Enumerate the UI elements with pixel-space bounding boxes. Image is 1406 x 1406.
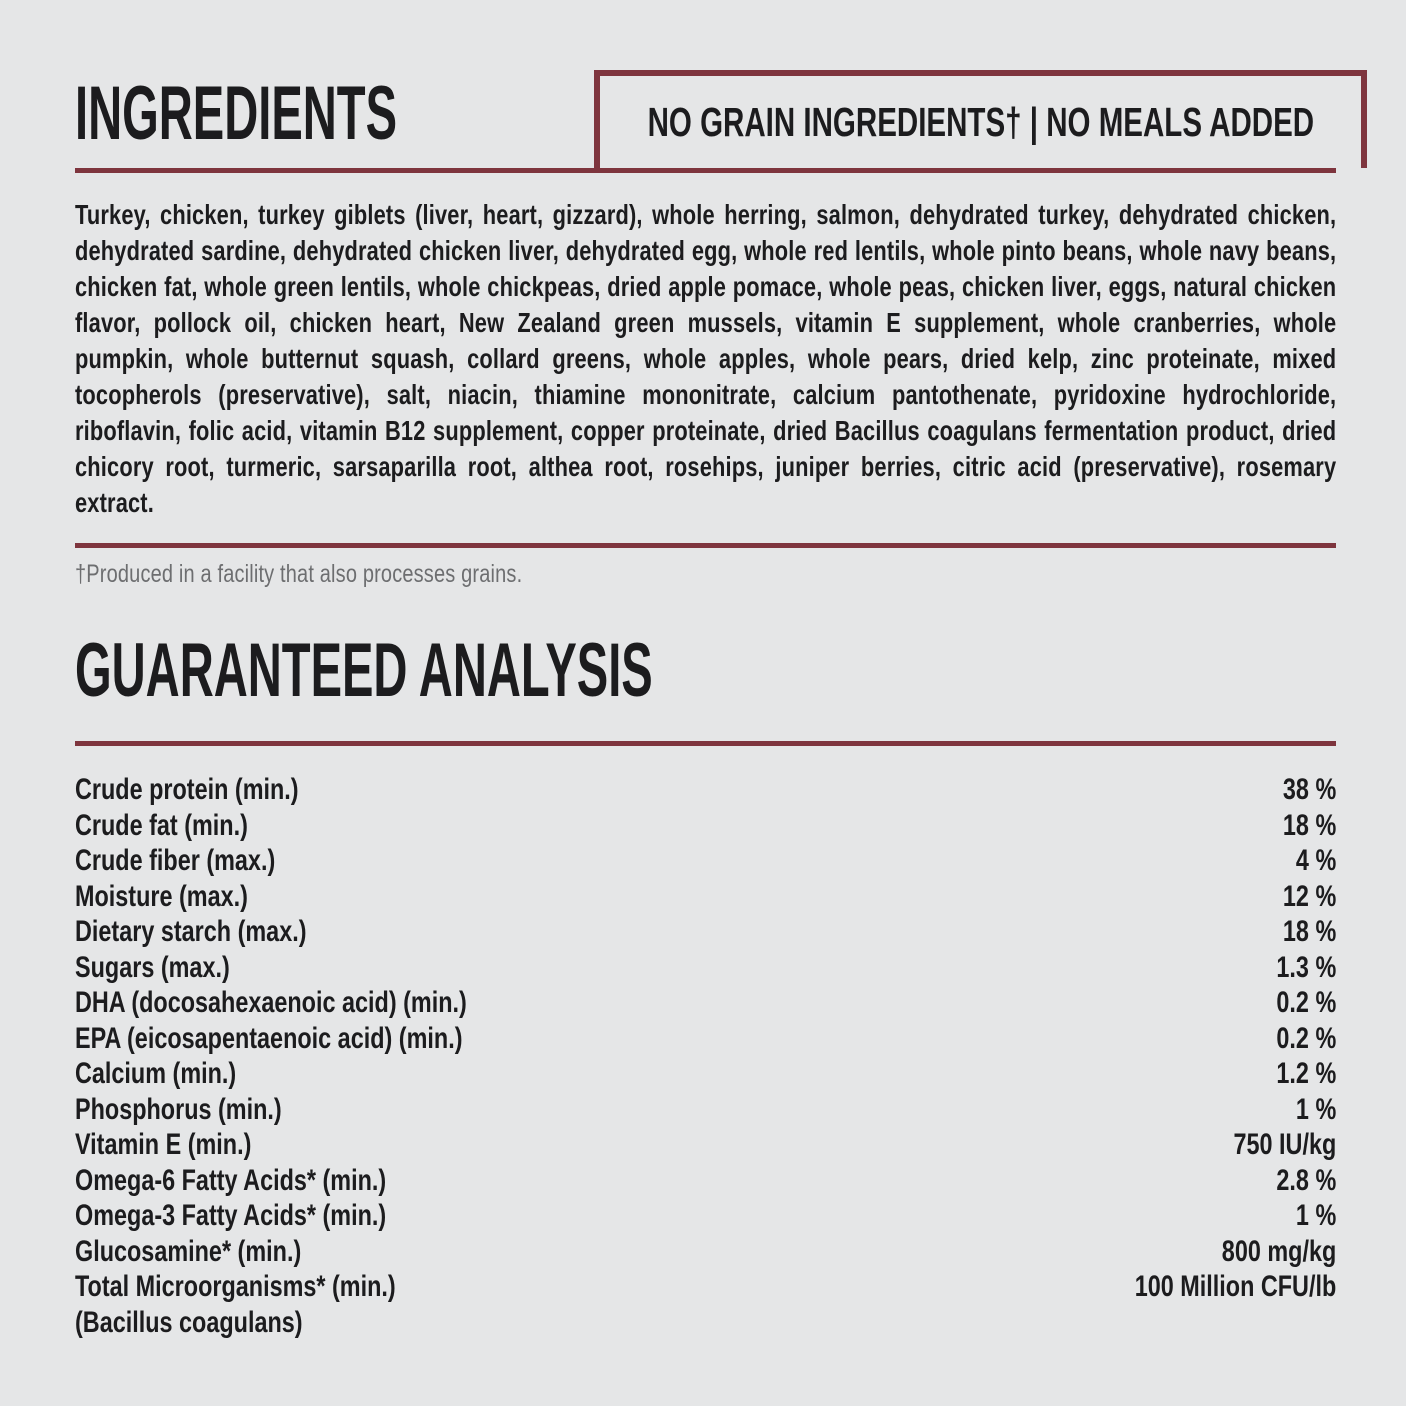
guaranteed-analysis-table <box>75 772 1336 1340</box>
analysis-row-value: 1.3 % <box>1276 950 1337 984</box>
guaranteed-analysis-title: GUARANTEED ANALYSIS <box>75 628 653 713</box>
analysis-row-label: Total Microorganisms* (min.) <box>75 1270 396 1303</box>
analysis-row-value: 800 mg/kg <box>1221 1234 1337 1268</box>
analysis-row-value: 18 % <box>1282 915 1337 948</box>
analysis-row <box>75 843 1336 879</box>
analysis-row-label: Glucosamine* (min.) <box>75 1234 302 1268</box>
analysis-row-label: Crude fiber (max.) <box>75 844 276 877</box>
analysis-row <box>75 1163 1336 1199</box>
analysis-row <box>75 1269 1336 1305</box>
analysis-row <box>75 985 1336 1021</box>
analysis-row-value: 750 IU/kg <box>1233 1128 1337 1161</box>
analysis-row <box>75 1021 1336 1057</box>
analysis-row-label: Crude protein (min.) <box>75 773 299 806</box>
analysis-row <box>75 1127 1336 1163</box>
analysis-row-label: Calcium (min.) <box>75 1057 237 1090</box>
analysis-row-value: 38 % <box>1282 773 1337 806</box>
no-grain-badge <box>594 70 1367 168</box>
analysis-row-value: 18 % <box>1282 808 1337 842</box>
footnote-divider <box>75 543 1336 548</box>
ingredients-header <box>75 70 1336 173</box>
analysis-row-value: 100 Million CFU/lb <box>1134 1270 1337 1303</box>
analysis-row-label: Moisture (max.) <box>75 879 248 913</box>
guaranteed-analysis-divider <box>75 741 1336 746</box>
ingredients-list-text: Turkey, chicken, turkey giblets (liver, heart, gizzard), whole herring, salmon, dehydrated turkey, dehydrated chicken, dehydrated sardine, dehydrated chicken liver, dehydrated egg, whole red lentils, whole pinto beans, whole navy beans, chicken fat, whole green lentils, whole chickpeas, dried apple pomace, whole peas, chicken liver, eggs, natural chicken flavor, pollock oil, chicken heart, New Zealand green mussels, vitamin E supplement, whole cranberries, whole pumpkin, whole butternut squash, collard greens, whole apples, whole pears, dried kelp, zinc proteinate, mixed tocopherols (preservative), salt, niacin, thiamine mononitrate, calcium pantothenate, pyridoxine hydrochloride, riboflavin, folic acid, vitamin B12 supplement, copper proteinate, dried Bacillus coagulans fermentation product, dried chicory root, turmeric, sarsaparilla root, althea root, rosehips, juniper berries, citric acid (preservative), rosemary extract. <box>75 199 1337 518</box>
analysis-row-label: Sugars (max.) <box>75 950 230 984</box>
grain-facility-footnote: †Produced in a facility that also processes grains. <box>75 560 523 588</box>
analysis-row-value: 12 % <box>1282 879 1337 913</box>
analysis-row-label: Crude fat (min.) <box>75 808 248 842</box>
analysis-row-label: Omega-3 Fatty Acids* (min.) <box>75 1199 387 1232</box>
analysis-row-value: 0.2 % <box>1276 1021 1337 1055</box>
analysis-row-label: Omega-6 Fatty Acids* (min.) <box>75 1163 387 1197</box>
analysis-row-label: Dietary starch (max.) <box>75 915 307 948</box>
analysis-row-value: 1 % <box>1295 1092 1337 1126</box>
analysis-row-value: 0.2 % <box>1276 986 1337 1019</box>
analysis-row <box>75 950 1336 986</box>
analysis-row <box>75 1198 1336 1234</box>
ingredients-title: INGREDIENTS <box>75 71 398 156</box>
analysis-row <box>75 1056 1336 1092</box>
analysis-row-value: 1.2 % <box>1276 1057 1337 1090</box>
analysis-row <box>75 772 1336 808</box>
analysis-row-value: 2.8 % <box>1276 1163 1337 1197</box>
analysis-row <box>75 1305 1336 1341</box>
guaranteed-analysis-header <box>75 628 1336 725</box>
analysis-row-label: Vitamin E (min.) <box>75 1128 252 1161</box>
analysis-row-label: Phosphorus (min.) <box>75 1092 282 1126</box>
analysis-row-value: 1 % <box>1295 1199 1337 1232</box>
analysis-row <box>75 1234 1336 1270</box>
analysis-row <box>75 879 1336 915</box>
no-grain-badge-label: NO GRAIN INGREDIENTS† | NO MEALS ADDED <box>647 98 1315 145</box>
analysis-row-value: 4 % <box>1295 844 1337 877</box>
analysis-row <box>75 808 1336 844</box>
analysis-row <box>75 914 1336 950</box>
analysis-row <box>75 1092 1336 1128</box>
analysis-row-label: DHA (docosahexaenoic acid) (min.) <box>75 986 467 1019</box>
analysis-row-label: (Bacillus coagulans) <box>75 1305 303 1339</box>
analysis-row-label: EPA (eicosapentaenoic acid) (min.) <box>75 1021 463 1055</box>
